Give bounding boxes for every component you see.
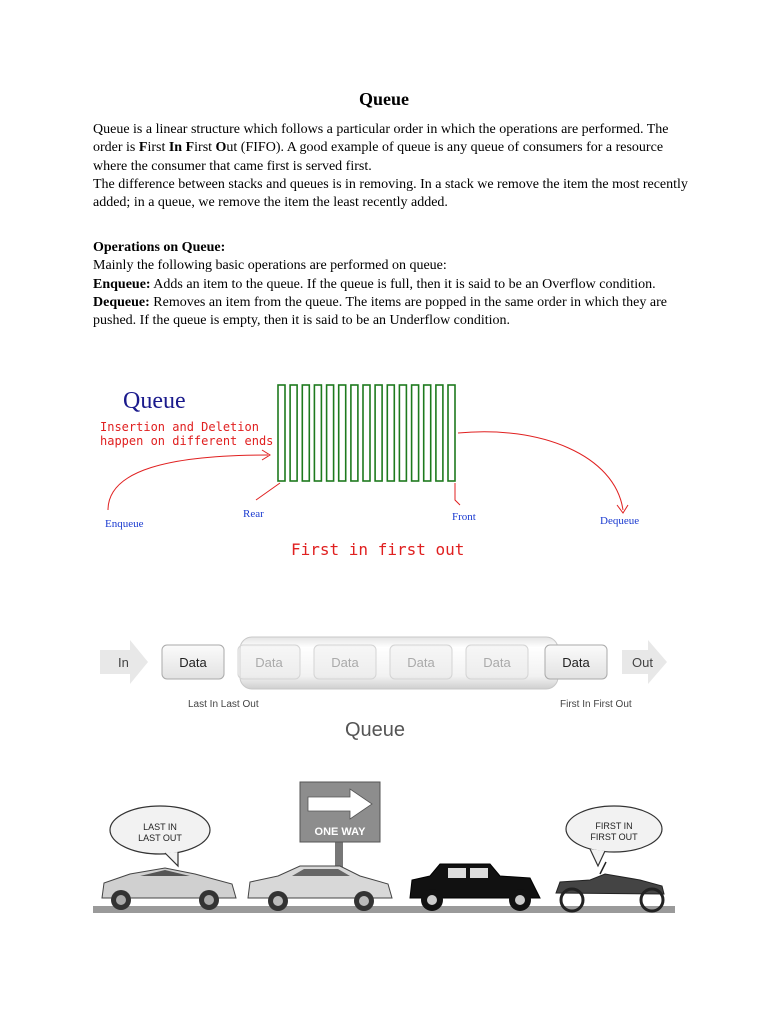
operations-heading: Operations on Queue: xyxy=(93,240,226,255)
right-bubble-line2: FIRST OUT xyxy=(590,832,638,842)
dequeue-label: Dequeue: xyxy=(93,294,150,310)
intro-paragraph: Queue is a linear structure which follows a particular order in which the operations are performed. The order is First In First Out (FIFO). A good example of queue is any queue of consumers for a resource where the consumer that came first is served first. The difference between stacks and queues is in removing. In a stack we remove the item the most recently added; in a queue, we remove the item the least recently added. xyxy=(93,122,688,211)
diagram2-title: Queue xyxy=(345,719,406,741)
sports-car-icon xyxy=(102,868,236,910)
road xyxy=(93,906,675,913)
rear-pointer xyxy=(256,483,280,500)
in-label: In xyxy=(118,655,129,670)
right-bubble-tail xyxy=(590,849,605,866)
vintage-car-icon xyxy=(410,864,540,911)
queue-cells xyxy=(278,385,455,481)
dequeue-text: Removes an item from the queue. The items are popped in the same order in which they are pushed. If the queue is empty, then it is said to be an Underflow condition. xyxy=(93,294,667,329)
queue-diagram-handdrawn xyxy=(0,375,768,575)
queue-cell xyxy=(363,385,370,481)
front-pointer xyxy=(455,483,460,505)
rear-label: Rear xyxy=(243,508,264,520)
roadster-car-icon xyxy=(556,862,664,911)
data-box-label: Data xyxy=(179,655,207,670)
queue-cell xyxy=(412,385,419,481)
queue-cell xyxy=(448,385,455,481)
data-box xyxy=(545,645,607,679)
queue-cell xyxy=(424,385,431,481)
sign-text: ONE WAY xyxy=(314,826,366,838)
queue-cell xyxy=(302,385,309,481)
fifo-caption: First in first out xyxy=(291,540,465,559)
queue-cell xyxy=(339,385,346,481)
enqueue-label-diagram: Enqueue xyxy=(105,518,144,530)
data-box xyxy=(314,645,376,679)
data-box-label: Data xyxy=(483,655,511,670)
data-box-label: Data xyxy=(255,655,283,670)
queue-diagram-tube xyxy=(0,628,768,748)
queue-cell xyxy=(278,385,285,481)
diagram1-note-line2: happen on different ends xyxy=(100,434,274,448)
data-box xyxy=(162,645,224,679)
left-bubble-tail xyxy=(165,852,178,866)
dequeue-arrow xyxy=(458,432,623,510)
data-box xyxy=(238,645,300,679)
enqueue-text: Adds an item to the queue. If the queue is full, then it is said to be an Overflow condition. xyxy=(150,276,656,292)
stacks-vs-queues-text: The difference between stacks and queues is in removing. In a stack we remove the item the most recently added; in a queue, we remove the item the least recently added. xyxy=(93,176,688,211)
enqueue-label: Enqueue: xyxy=(93,276,151,292)
left-bubble-line2: LAST OUT xyxy=(138,833,182,843)
diagram1-title: Queue xyxy=(123,388,186,414)
data-box xyxy=(390,645,452,679)
right-bubble-line1: FIRST IN xyxy=(595,821,633,831)
left-caption: Last In Last Out xyxy=(188,699,259,710)
queue-cell xyxy=(436,385,443,481)
data-box-label: Data xyxy=(407,655,435,670)
page-title: Queue xyxy=(358,89,409,109)
left-bubble-line1: LAST IN xyxy=(143,822,177,832)
queue-cell xyxy=(387,385,394,481)
enqueue-arrow xyxy=(108,455,268,510)
sedan-car-icon xyxy=(248,866,392,911)
queue-cell xyxy=(375,385,382,481)
diagram1-note-line1: Insertion and Deletion xyxy=(100,420,259,434)
queue-cell xyxy=(399,385,406,481)
data-box-label: Data xyxy=(331,655,359,670)
queue-diagram-cars xyxy=(0,778,768,923)
operations-section xyxy=(93,239,693,330)
data-box xyxy=(466,645,528,679)
out-label: Out xyxy=(632,655,653,670)
operations-intro: Mainly the following basic operations are performed on queue: xyxy=(93,258,447,274)
dequeue-label-diagram: Dequeue xyxy=(600,515,640,527)
data-box-label: Data xyxy=(562,655,590,670)
queue-cell xyxy=(351,385,358,481)
right-caption: First In First Out xyxy=(560,699,632,710)
front-label: Front xyxy=(452,511,476,523)
queue-cell xyxy=(327,385,334,481)
queue-cell xyxy=(314,385,321,481)
queue-cell xyxy=(290,385,297,481)
